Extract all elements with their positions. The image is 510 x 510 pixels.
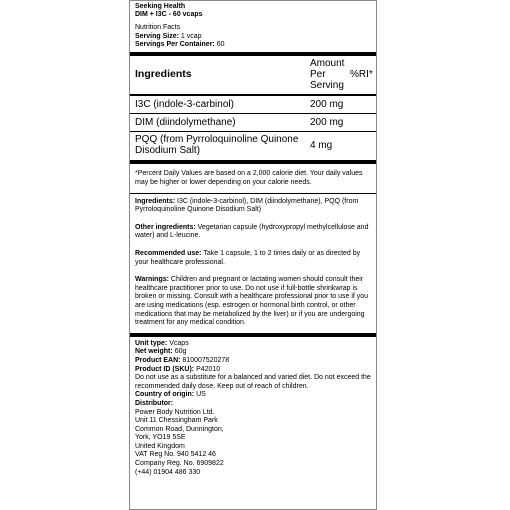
ri-header: %RI* — [350, 69, 373, 81]
recommended-use-section — [130, 250, 376, 267]
serving-size-label: Serving Size: — [135, 32, 179, 40]
warnings-section — [130, 276, 376, 328]
other-ingredients-text: Vegetarian capsule (hydroxypropyl methylcellulose and water) and L-leucine. — [135, 223, 369, 240]
ingredient-name: DIM (diindolymethane) — [135, 116, 236, 128]
other-ingredients-label: Other ingredients: — [135, 223, 196, 231]
product-sku — [135, 366, 371, 375]
serving-size-value: 1 vcap — [180, 32, 202, 40]
servings-value: 60 — [216, 40, 225, 48]
ingredient-amount: 200 mg — [310, 116, 344, 128]
table-row — [130, 113, 376, 131]
ingredients-section — [130, 194, 376, 215]
net-weight-value: 60g — [174, 348, 187, 356]
ingredients-text: I3C (indole-3-carbinol), DIM (diindolymethane), PQQ (from Pyrroloquinoline Quinone Disodium Salt) — [135, 197, 359, 214]
unit-type — [135, 340, 371, 349]
distributor-line: VAT Reg No. 940 5412 46 — [135, 451, 216, 459]
sku-label: Product ID (SKU): — [135, 365, 195, 373]
sku-value: P42010 — [196, 365, 221, 373]
servings-per-container — [135, 41, 371, 49]
distributor-label: Distributor: — [135, 399, 174, 407]
recommended-use-label: Recommended use: — [135, 250, 202, 257]
distributor-line: Common Road, Dunnington, — [135, 425, 224, 433]
distributor-line: (+44) 01904 486 330 — [135, 468, 201, 476]
brand-name: Seeking Health — [135, 3, 186, 10]
distributor-line: York, YO19 5SE — [135, 434, 186, 442]
product-ean — [135, 357, 371, 366]
ingredient-amount: 4 mg — [310, 139, 333, 151]
product-details — [130, 337, 376, 478]
net-weight-label: Net weight: — [135, 348, 173, 356]
distributor-line: Company Reg. No. 6909822 — [135, 460, 224, 468]
ingredients-label: Ingredients: — [135, 197, 176, 205]
ean-value: 810007520278 — [182, 356, 230, 364]
unit-type-value: Vcaps — [169, 339, 189, 347]
ingredient-name: PQQ (from Pyrroloquinoline Quinone Disodium Salt) — [135, 134, 299, 157]
table-header — [130, 56, 376, 94]
distributor-line: Unit 11 Chessingham Park — [135, 417, 218, 425]
warnings-text: Children and pregnant or lactating women should consult their healthcare practitioner prior to use. Do not use if full-bottle shrinkwrap is broken or missing. Consult with a healthcare professional prior to use if you are using medications (esp. estrogen or hormonal birth control, or other medications that may be metabolized by the liver) or if you are undergoing treatment for any medical condition. — [135, 276, 369, 327]
nutrition-label — [129, 0, 377, 510]
net-weight — [135, 348, 371, 357]
daily-values-note: *Percent Daily Values are based on a 2,000 calorie diet. Your daily values may be higher or lower depending on your calorie needs. — [135, 170, 363, 187]
country-of-origin — [135, 391, 371, 400]
ean-label: Product EAN: — [135, 356, 181, 364]
recommended-use-text: Take 1 capsule, 1 to 2 times daily or as directed by your healthcare professional. — [135, 250, 361, 266]
table-row — [130, 96, 376, 113]
country-label: Country of origin: — [135, 391, 195, 399]
label-header — [130, 1, 376, 49]
nutrition-facts-title: Nutrition Facts — [135, 24, 181, 32]
substitute-note: Do not use as a substitute for a balanced and varied diet. Do not exceed the recommended daily dose. Keep out of reach of children. — [135, 374, 371, 390]
country-value: US — [196, 391, 206, 399]
ingredient-name: I3C (indole-3-carbinol) — [135, 98, 234, 110]
ingredient-amount: 200 mg — [310, 98, 344, 110]
distributor-line: United Kingdom — [135, 442, 185, 450]
distributor-line: Power Body Nutrition Ltd. — [135, 408, 215, 416]
table-row — [130, 131, 376, 159]
serving-size — [135, 33, 371, 41]
product-name: DIM + I3C - 60 vcaps — [135, 11, 203, 19]
warnings-label: Warnings: — [135, 276, 169, 284]
ingredients-header: Ingredients — [135, 68, 192, 81]
servings-label: Servings Per Container: — [135, 40, 215, 48]
other-ingredients-section — [130, 224, 376, 241]
unit-type-label: Unit type: — [135, 339, 168, 347]
amount-header: Amount Per Serving — [310, 58, 345, 92]
